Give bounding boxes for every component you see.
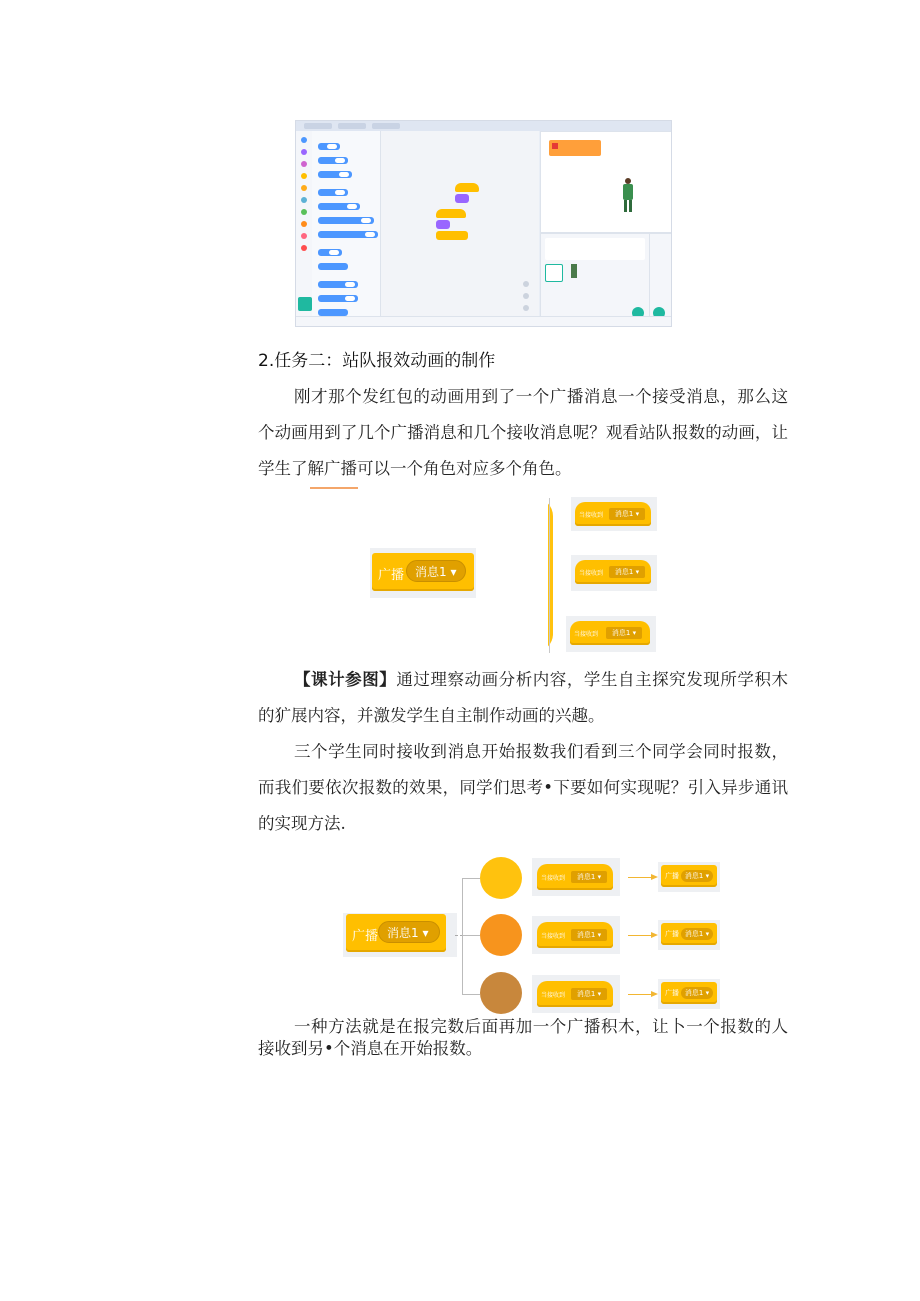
receive-message-dropdown[interactable]: 消息1 ▾ (609, 566, 645, 578)
code-area (381, 131, 539, 316)
script-block (436, 231, 468, 240)
broadcast-label: 广播 (352, 929, 379, 944)
backpack-bar (296, 316, 671, 327)
chain-arrow (628, 877, 652, 878)
palette-block (318, 157, 348, 164)
palette-block (318, 217, 374, 224)
receive-message-dropdown[interactable]: 消息1 ▾ (571, 871, 607, 883)
figure1-top-accent-line (310, 487, 358, 489)
category-dot (301, 173, 307, 179)
sprite-body (623, 184, 633, 200)
design-label: 【课计参图】 (294, 670, 397, 689)
palette-block (318, 309, 348, 316)
palette-block (318, 203, 360, 210)
sprite-leg (624, 200, 627, 212)
stage (540, 131, 672, 233)
broadcast-label: 广播 (665, 989, 679, 997)
arrow-head-icon (651, 874, 658, 880)
figure1-bracket (549, 498, 550, 653)
figure2-broadcast-block (346, 914, 446, 952)
receive-message-dropdown[interactable]: 消息1 ▾ (571, 988, 607, 1000)
receive-label: 当接收到 (541, 933, 566, 940)
student-circle-2 (480, 914, 522, 956)
sprite-properties (545, 238, 645, 260)
category-dot (301, 233, 307, 239)
figure1-receive-block-2 (575, 560, 651, 584)
paragraph-2 (258, 662, 788, 734)
message-dropdown[interactable]: 消息1 ▾ (406, 560, 466, 582)
tab-code (304, 123, 332, 129)
figure2-tree-branch (462, 994, 480, 995)
figure1-receive-block-1 (575, 502, 651, 526)
category-dot (301, 197, 307, 203)
script-block (455, 194, 469, 203)
script-block (436, 209, 466, 218)
arrow-head-icon (651, 932, 658, 938)
script-block (436, 220, 450, 229)
tab-costumes (338, 123, 366, 129)
paragraph-3: 三个学生同时接收到消息开始报数我们看到三个同学会同时报数，而我们要依次报数的效果，同学们思考•下要如何实现呢？引入异步通讯的实现方法. (258, 742, 788, 833)
category-dot (301, 149, 307, 155)
paragraph-4: 一种方法就是在报完数后面再加一个广播积木，让卜一个报数的人接收到另•个消息在开始报数。 (258, 1017, 788, 1058)
zoom-in-icon[interactable] (523, 281, 529, 287)
receive-label: 当接收到 (574, 631, 599, 638)
category-dot (301, 221, 307, 227)
chain-arrow (628, 994, 652, 995)
figure2-tree-trunk (462, 878, 481, 994)
palette-block (318, 249, 342, 256)
figure2-receive-block-3 (537, 981, 613, 1007)
figure2-tree-branch (462, 878, 480, 879)
student-circle-1 (480, 857, 522, 899)
category-list (296, 131, 312, 316)
palette-block (318, 263, 348, 270)
stage-panel (649, 233, 672, 317)
sprite-info-panel (540, 233, 650, 317)
receive-label: 当接收到 (579, 512, 604, 519)
broadcast-label: 广播 (665, 930, 679, 938)
receive-message-dropdown[interactable]: 消息1 ▾ (571, 929, 607, 941)
receive-message-dropdown[interactable]: 消息1 ▾ (609, 508, 645, 520)
message-value: 消息1 (415, 565, 447, 579)
message-dropdown[interactable]: 消息1 ▾ (681, 870, 713, 882)
message-dropdown[interactable]: 消息1 ▾ (378, 921, 440, 943)
student-circle-3 (480, 972, 522, 1014)
figure2-tree-branch (462, 935, 480, 936)
figure1-receive-block-3 (570, 621, 650, 645)
block-palette (312, 131, 381, 316)
sprite-thumbnail-figure (571, 264, 577, 278)
category-dot (301, 185, 307, 191)
sprite-thumbnail[interactable] (545, 264, 563, 282)
broadcast-label: 广播 (378, 568, 405, 583)
chain-arrow (628, 935, 652, 936)
arrow-head-icon (651, 991, 658, 997)
script-block (455, 183, 479, 192)
category-dot (301, 137, 307, 143)
zoom-out-icon[interactable] (523, 293, 529, 299)
zoom-reset-icon[interactable] (523, 305, 529, 311)
editor-tabs (296, 121, 671, 131)
palette-block (318, 295, 358, 302)
category-dot (301, 245, 307, 251)
receive-message-dropdown[interactable]: 消息1 ▾ (606, 627, 642, 639)
category-dot (301, 161, 307, 167)
figure1-broadcast-block (372, 553, 474, 591)
paragraph-2-text: 通过理察动画分析内容，学生自主探究发现所学积木的犷展内容，并激发学生自主制作动画的兴趣。 (258, 670, 789, 725)
message-dropdown[interactable]: 消息1 ▾ (681, 987, 713, 999)
receive-label: 当接收到 (541, 992, 566, 999)
section-heading: 2.任务二：站队报效动画的制作 (258, 351, 496, 371)
receive-label: 当接收到 (579, 570, 604, 577)
palette-block (318, 281, 358, 288)
figure2-receive-block-1 (537, 864, 613, 890)
broadcast-label: 广播 (665, 872, 679, 880)
palette-block (318, 171, 352, 178)
tab-sounds (372, 123, 400, 129)
message-dropdown[interactable]: 消息1 ▾ (681, 928, 713, 940)
sprite-leg (629, 200, 632, 212)
scratch-editor-screenshot (295, 120, 672, 327)
palette-block (318, 143, 340, 150)
figure2-chain-broadcast-3 (661, 982, 717, 1004)
red-envelope-icon (552, 143, 558, 149)
figure2-receive-block-2 (537, 922, 613, 948)
receive-label: 当接收到 (541, 875, 566, 882)
figure1-strip-mask (500, 495, 548, 655)
palette-block (318, 189, 348, 196)
extension-button[interactable] (298, 297, 312, 311)
palette-block (318, 231, 378, 238)
figure2-chain-broadcast-1 (661, 865, 717, 887)
paragraph-1: 刚才那个发红包的动画用到了一个广播消息一个接受消息，那么这个动画用到了几个广播消息和几个接收消息呢？观看站队报数的动画，让学生了解广播可以一个角色对应多个角色。 (258, 387, 788, 478)
category-dot (301, 209, 307, 215)
figure2-chain-broadcast-2 (661, 923, 717, 945)
